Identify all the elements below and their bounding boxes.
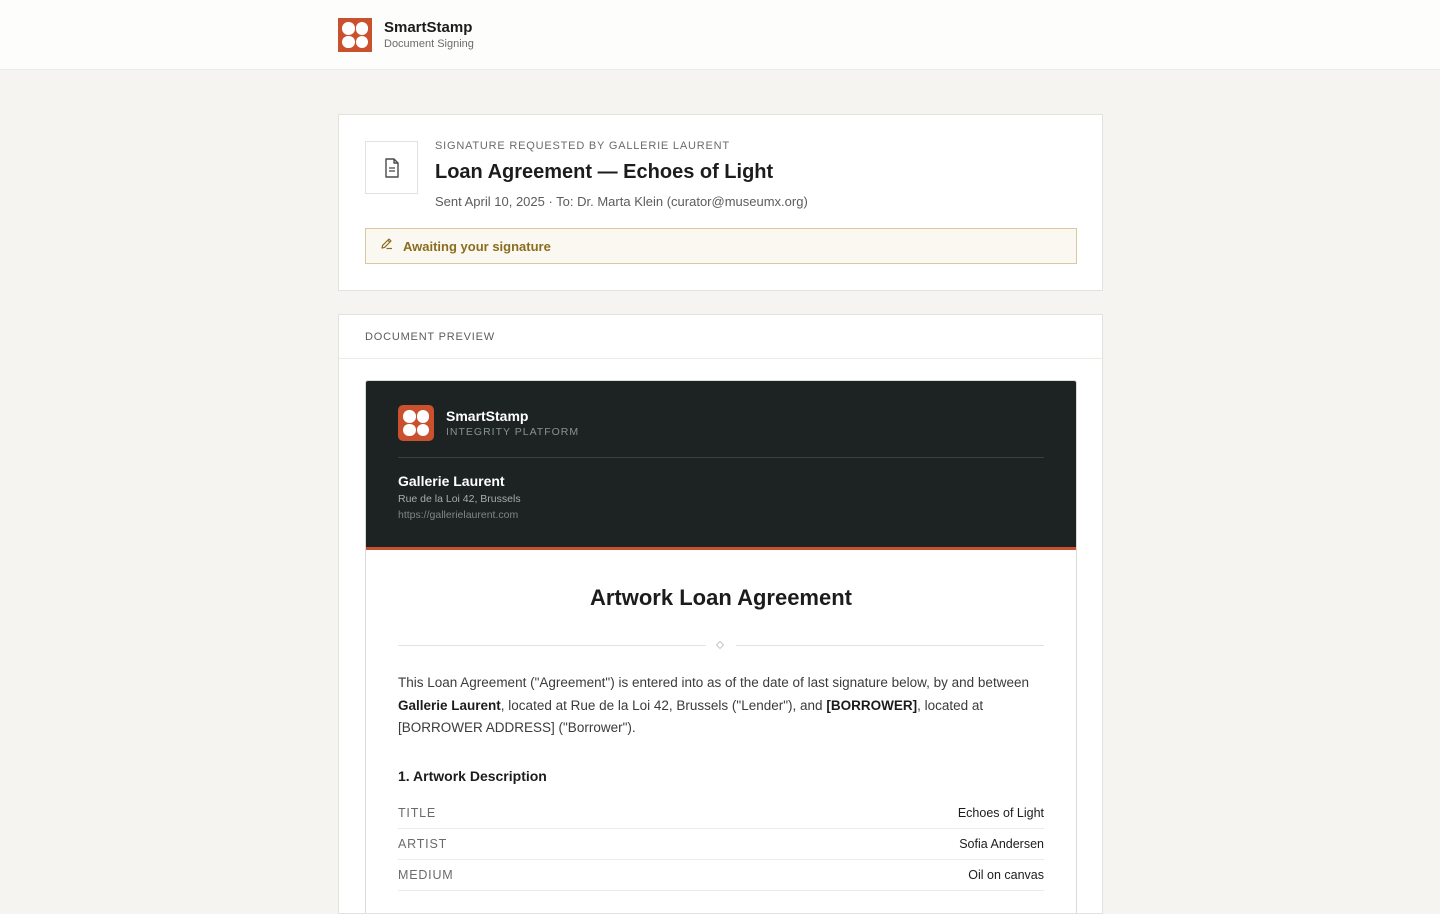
header-divider <box>398 457 1044 458</box>
document-header <box>366 381 1076 550</box>
field-value: Sofia Andersen <box>959 836 1044 851</box>
section-title: 1. Artwork Description <box>398 767 547 784</box>
signature-request-card <box>338 114 1103 291</box>
document-body <box>366 550 1076 891</box>
smartstamp-logo-icon <box>338 18 372 52</box>
field-row-medium <box>398 860 1044 891</box>
artwork-fields <box>398 798 1044 891</box>
document-preview-card <box>338 314 1103 914</box>
document-brand-subtitle: INTEGRITY PLATFORM <box>446 425 580 438</box>
pen-icon <box>380 237 393 255</box>
field-value: Oil on canvas <box>968 867 1044 882</box>
status-text: Awaiting your signature <box>403 238 551 254</box>
app-brand[interactable] <box>338 18 474 52</box>
field-label: ARTIST <box>398 836 448 851</box>
smartstamp-logo-icon <box>398 405 434 441</box>
document-brand <box>398 405 579 441</box>
request-meta: Sent April 10, 2025 · To: Dr. Marta Klein (curator@museumx.org) <box>435 194 808 209</box>
preview-header: DOCUMENT PREVIEW <box>339 315 1102 359</box>
app-subtitle: Document Signing <box>384 38 474 50</box>
field-label: MEDIUM <box>398 867 454 882</box>
request-label: SIGNATURE REQUESTED BY GALLERIE LAURENT <box>435 140 730 152</box>
title-ornament <box>398 636 1044 656</box>
top-bar <box>0 0 1440 70</box>
field-row-artist <box>398 829 1044 860</box>
intro-paragraph: This Loan Agreement ("Agreement") is entered into as of the date of last signature below, by and between Gallerie Laurent, located at Rue de la Loi 42, Brussels ("Lender"), and [BORROWER], located at [BORROWER ADDRESS] ("Borrower"). <box>398 675 1029 735</box>
field-label: TITLE <box>398 805 437 820</box>
document-frame[interactable] <box>365 380 1077 914</box>
app-name: SmartStamp <box>384 19 473 36</box>
document-icon <box>365 141 418 194</box>
field-value: Echoes of Light <box>957 805 1044 820</box>
status-banner <box>365 228 1077 264</box>
lender-name: Gallerie Laurent <box>398 473 505 489</box>
field-row-title <box>398 798 1044 829</box>
borrower-placeholder: [BORROWER] <box>826 697 918 713</box>
lender-address: Rue de la Loi 42, Brussels <box>398 493 521 505</box>
document-title: Loan Agreement — Echoes of Light <box>435 161 774 183</box>
agreement-title: Artwork Loan Agreement <box>589 585 852 610</box>
document-brand-name: SmartStamp <box>446 407 529 424</box>
lender-url: https://gallerielaurent.com <box>398 509 519 521</box>
lender-name-inline: Gallerie Laurent <box>398 697 501 713</box>
